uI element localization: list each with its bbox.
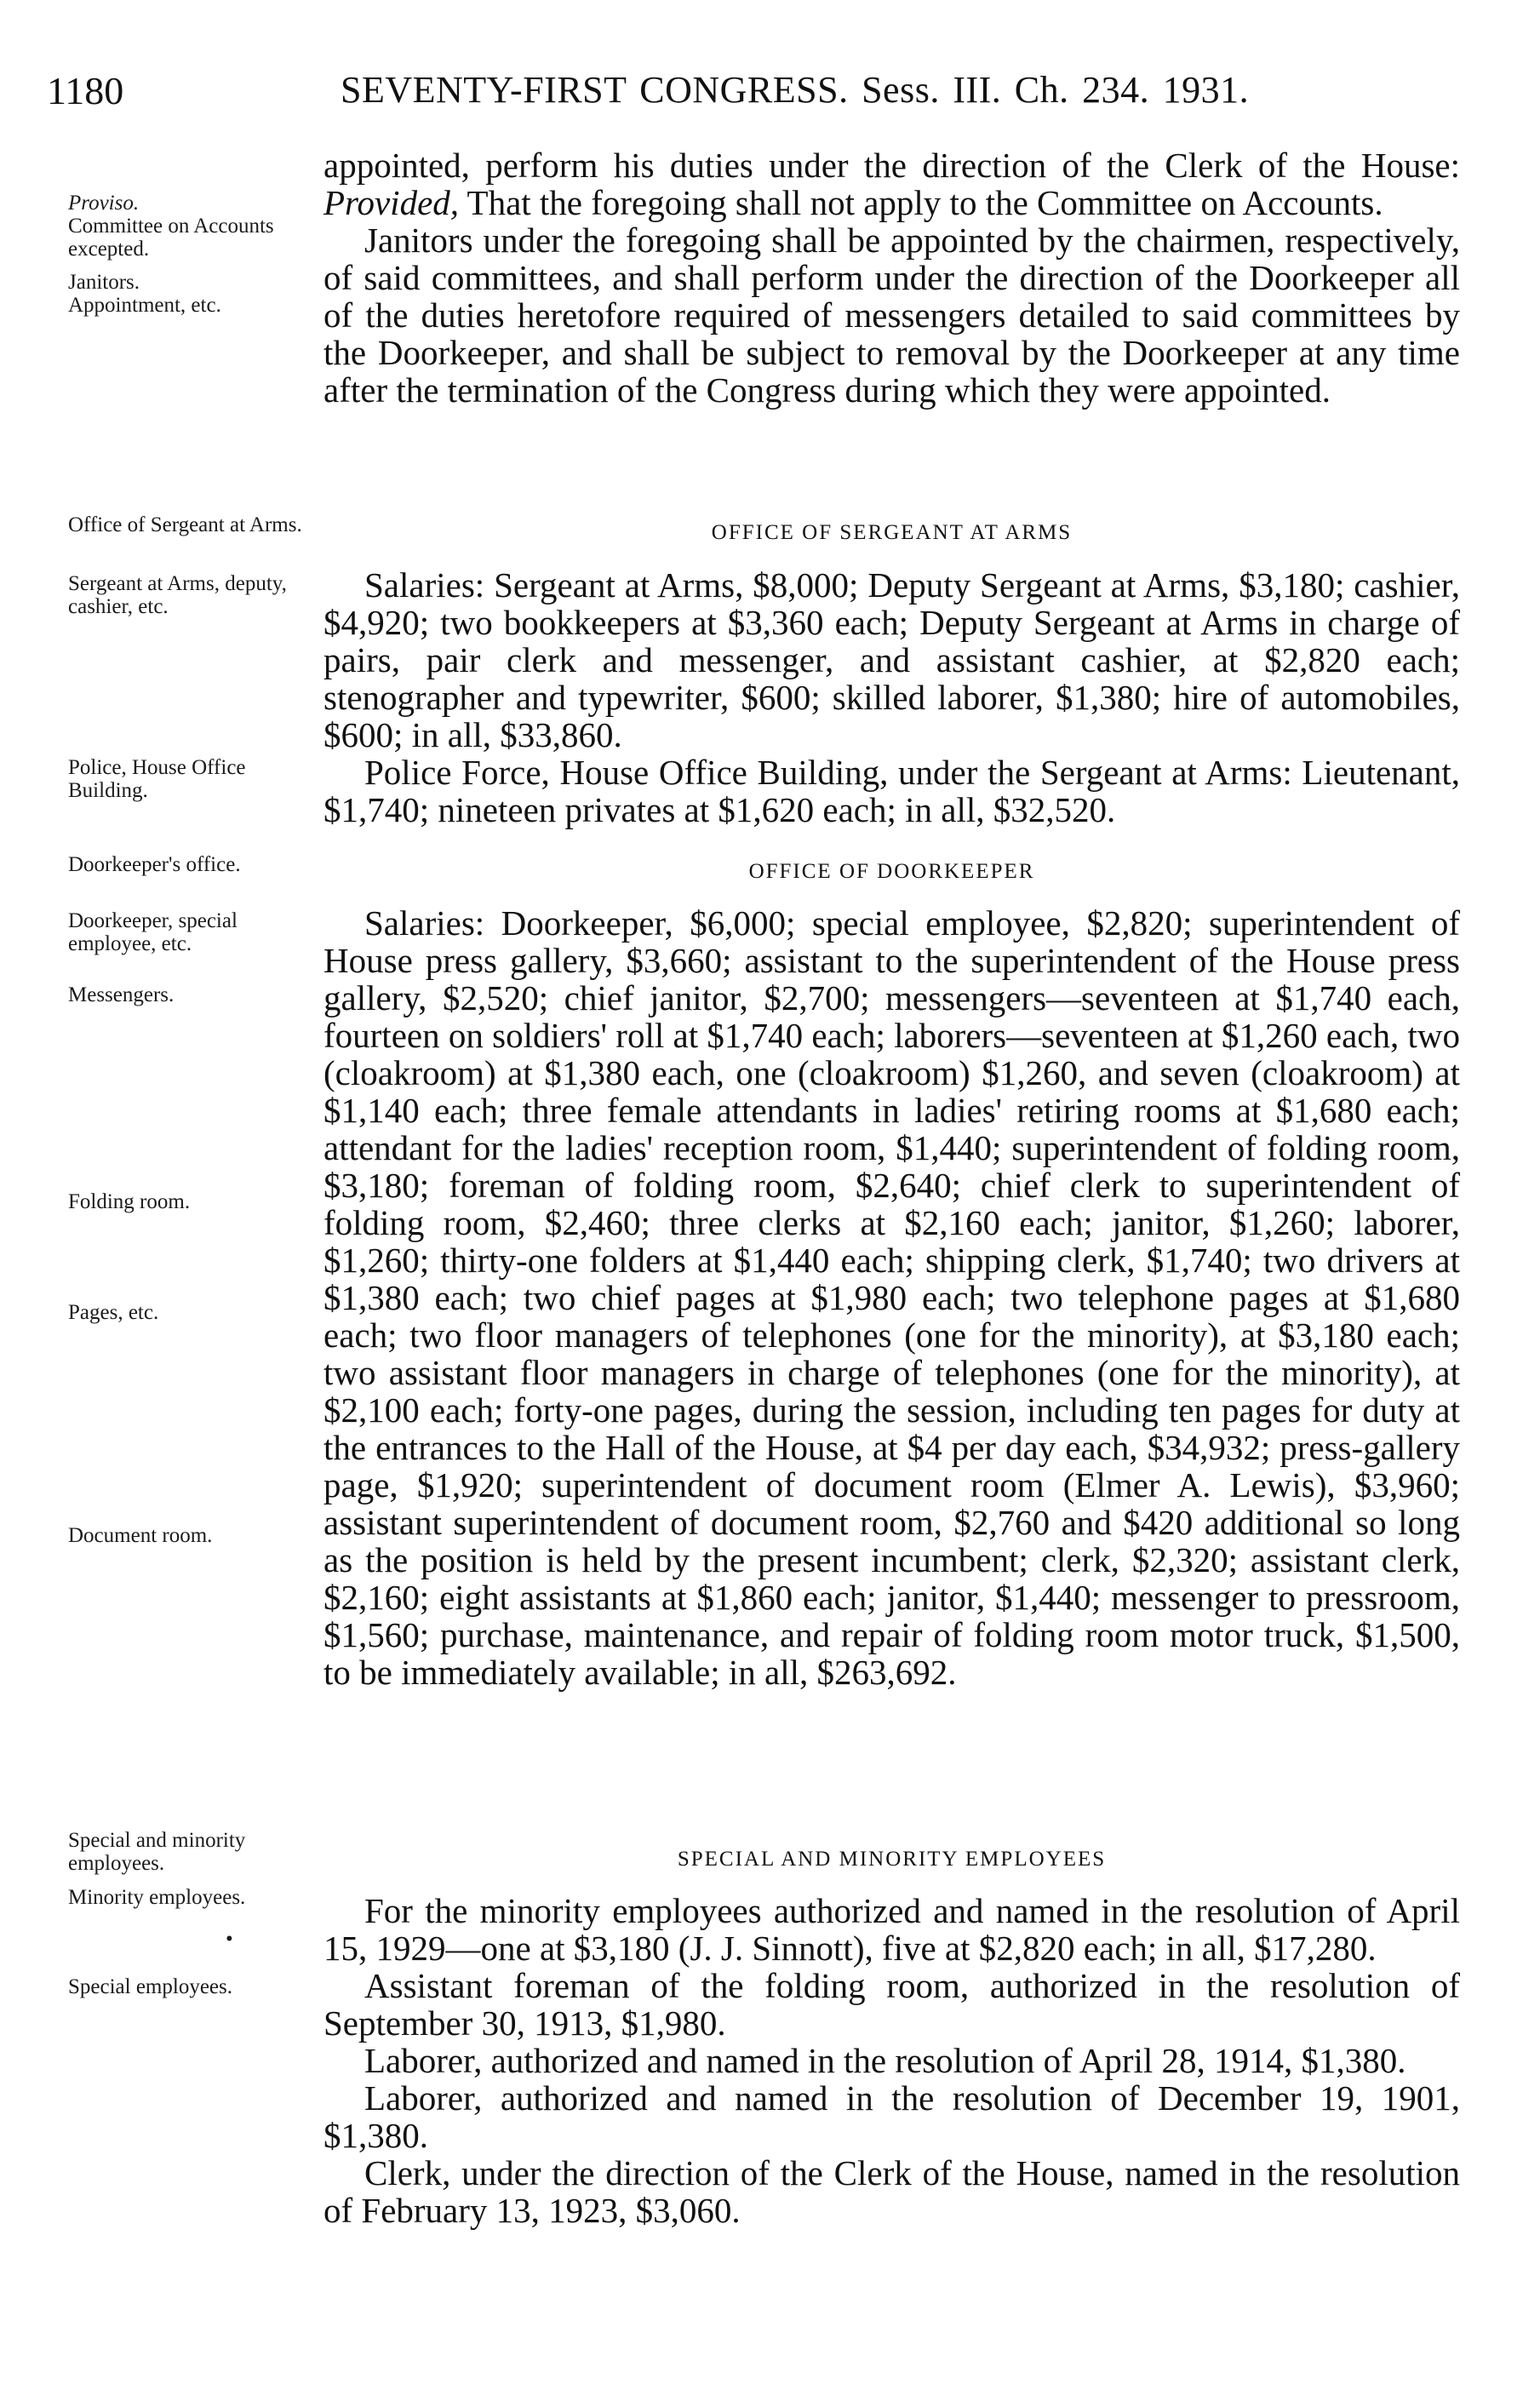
margin-note-proviso-label: Proviso. <box>68 192 140 215</box>
margin-note-janitors-label: Janitors. <box>68 271 140 294</box>
paragraph-1-post: That the foregoing shall not apply to the Committee on Accounts. <box>459 183 1383 222</box>
body-block-doorkeeper <box>323 904 1460 1691</box>
paragraph-sergeant-salaries: Salaries: Sergeant at Arms, $8,000; Deputy Sergeant at Arms, $3,180; cashier, $4,920; two bookkeepers at $3,360 each; Deputy Sergeant at Arms in charge of pairs, pair clerk and messenger, and assistant cashier, at $2,820 each; stenographer and typewriter, $600; skilled laborer, $1,380; hire of automobiles, $600; in all, $33,860. <box>323 565 1460 754</box>
paragraph-janitors: Janitors under the foregoing shall be appointed by the chairmen, respectively, of said committees, and shall perform under the direction of the Doorkeeper all of the duties heretofore required of messengers detailed to said committees by the Doorkeeper, and shall be subject to removal by the Doorkeeper at any time after the termination of the Congress during which they were appointed. <box>323 221 1460 410</box>
paragraph-police-force: Police Force, House Office Building, under the Sergeant at Arms: Lieutenant, $1,740; nineteen privates at $1,620 each; in all, $32,520. <box>323 753 1460 829</box>
paragraph-laborer-1914: Laborer, authorized and named in the resolution of April 28, 1914, $1,380. <box>364 2041 1406 2080</box>
margin-note-proviso <box>68 192 306 261</box>
margin-note-appointment: Appointment, etc. <box>68 294 221 317</box>
page-number: 1180 <box>47 69 124 112</box>
margin-note-sergeant-deputy: Sergeant at Arms, deputy, cashier, etc. <box>68 572 287 618</box>
paragraph-doorkeeper-salaries: Salaries: Doorkeeper, $6,000; special employee, $2,820; superintendent of House press gallery, $3,660; assistant to the superintendent of the House press gallery, $2,520; chief janitor, $2,700; messengers—seventeen at $1,740 each, fourteen on soldiers' roll at $1,740 each; laborers—seventeen at $1,260 each, two (cloakroom) at $1,380 each, one (cloakroom) $1,260, and seven (cloakroom) at $1,140 each; three female attendants in ladies' retiring rooms at $1,680 each; attendant for the ladies' reception room, $1,440; superintendent of folding room, $3,180; foreman of folding room, $2,640; chief clerk to superintendent of folding room, $2,460; three clerks at $2,160 each; janitor, $1,260; laborer, $1,260; thirty-one folders at $1,440 each; shipping clerk, $1,740; two drivers at $1,380 each; two chief pages at $1,980 each; two telephone pages at $1,680 each; two floor managers of telephones (one for the minority), at $3,180 each; two assistant floor managers in charge of telephones (one for the minority), at $2,100 each; forty-one pages, during the session, including ten pages for duty at the entrances to the Hall of the House, at $4 per day each, $34,932; press-gallery page, $1,920; superintendent of document room (Elmer A. Lewis), $3,960; assistant superintendent of document room, $2,760 and $420 additional so long as the position is held by the present incumbent; clerk, $2,320; assistant clerk, $2,160; eight assistants at $1,860 each; janitor, $1,440; messenger to pressroom, $1,560; purchase, maintenance, and repair of folding room motor truck, $1,500, to be immediately available; in all, $263,692. <box>323 903 1460 1692</box>
margin-note-minority-employees: Minority employees. <box>68 1886 246 1909</box>
paragraph-minority-employees: For the minority employees authorized and named in the resolution of April 15, 1929—one at $3,180 (J. J. Sinnott), five at $2,820 each; in all, $17,280. <box>323 1891 1460 1968</box>
margin-note-folding-room: Folding room. <box>68 1190 191 1213</box>
margin-note-messengers: Messengers. <box>68 983 175 1006</box>
body-block-1 <box>323 146 1460 409</box>
section-heading-doorkeeper: OFFICE OF DOORKEEPER <box>748 860 1035 883</box>
running-head: SEVENTY-FIRST CONGRESS. Sess. III. Ch. 234. 1931. <box>341 69 1250 111</box>
proviso-italic: Provided, <box>323 183 460 222</box>
margin-note-document-room: Document room. <box>68 1524 213 1547</box>
paragraph-continuation <box>323 146 1460 221</box>
body-block-special <box>323 1892 1460 2229</box>
paragraph-clerk-1923: Clerk, under the direction of the Clerk of the House, named in the resolution of February 13, 1923, $3,060. <box>323 2153 1460 2230</box>
margin-note-police: Police, House Office Building. <box>68 756 246 802</box>
paragraph-1-pre: appointed, perform his duties under the direction of the Clerk of the House: <box>323 146 1460 185</box>
page-header <box>47 68 1443 116</box>
margin-note-doorkeeper-special: Doorkeeper, special employee, etc. <box>68 909 238 955</box>
margin-note-committee-accounts: Committee on Accounts excepted. <box>68 215 274 261</box>
margin-note-special-employees: Special employees. <box>68 1975 232 1998</box>
margin-note-janitors <box>68 271 306 317</box>
margin-note-pages: Pages, etc. <box>68 1301 159 1324</box>
body-block-sergeant <box>323 566 1460 828</box>
bullet-mark-icon: • <box>226 1928 233 1951</box>
paragraph-assistant-foreman: Assistant foreman of the folding room, authorized in the resolution of September 30, 1913, $1,980. <box>323 1966 1460 2043</box>
margin-note-doorkeeper-office: Doorkeeper's office. <box>68 853 241 876</box>
margin-note-office-sergeant: Office of Sergeant at Arms. <box>68 513 302 536</box>
section-heading-sergeant: OFFICE OF SERGEANT AT ARMS <box>711 521 1073 544</box>
margin-note-special-minority: Special and minority employees. <box>68 1829 246 1875</box>
paragraph-laborer-1901: Laborer, authorized and named in the resolution of December 19, 1901, $1,380. <box>323 2078 1460 2155</box>
section-heading-special: SPECIAL AND MINORITY EMPLOYEES <box>677 1848 1107 1871</box>
